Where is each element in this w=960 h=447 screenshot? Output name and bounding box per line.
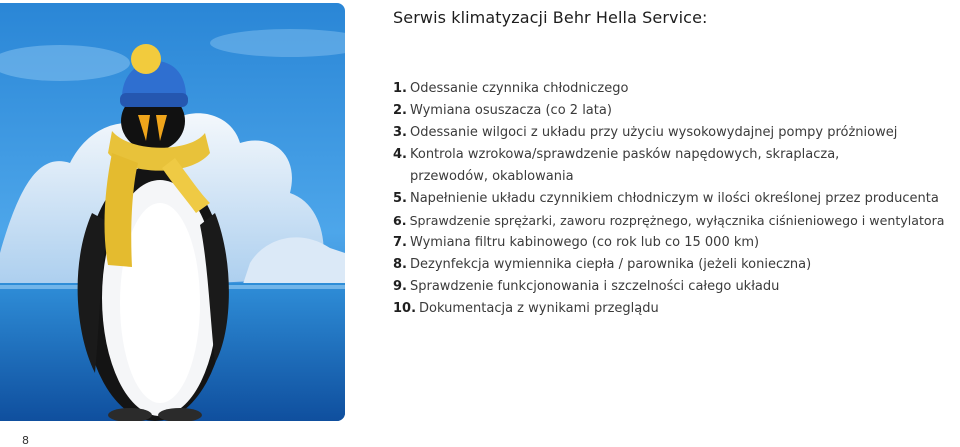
list-item — [393, 210, 960, 232]
list-item — [393, 298, 960, 320]
step-number: 5. — [393, 191, 407, 206]
step-text: Odessanie wilgoci z układu przy użyciu wysokowydajnej pompy próżniowej — [409, 125, 898, 140]
step-number: 2. — [393, 103, 407, 118]
step-text: Wymiana osuszacza (co 2 lata) — [409, 103, 612, 118]
step-number: 9. — [393, 279, 407, 294]
step-text: Odessanie czynnika chłodniczego — [409, 81, 629, 96]
list-item — [393, 144, 913, 188]
step-text: Sprawdzenie funkcjonowania i szczelności całego układu — [409, 279, 780, 294]
step-text: Kontrola wzrokowa/sprawdzenie pasków napędowych, skraplacza, przewodów, okablowania — [409, 147, 840, 184]
page-number: 8 — [22, 434, 29, 447]
step-text: Wymiana filtru kabinowego (co rok lub co 15 000 km) — [409, 235, 760, 250]
list-item — [393, 232, 960, 254]
list-item — [393, 78, 960, 100]
step-number: 8. — [393, 257, 407, 272]
step-number: 1. — [393, 81, 407, 96]
step-text: Napełnienie układu czynnikiem chłodniczym w ilości określonej przez producenta — [409, 191, 939, 206]
list-item — [393, 188, 960, 210]
step-text: Dezynfekcja wymiennika ciepła / parownika (jeżeli konieczna) — [409, 257, 812, 272]
step-number: 6. — [393, 213, 407, 228]
service-steps-list — [393, 78, 960, 320]
list-item — [393, 254, 960, 276]
step-number: 10. — [393, 301, 417, 316]
step-number: 7. — [393, 235, 407, 250]
step-text: Dokumentacja z wynikami przeglądu — [419, 301, 659, 316]
step-text: Sprawdzenie sprężarki, zaworu rozprężnego, wyłącznika ciśnieniowego i wentylatora — [409, 213, 945, 228]
page-title: Serwis klimatyzacji Behr Hella Service: — [393, 8, 708, 27]
step-number: 3. — [393, 125, 407, 140]
step-number: 4. — [393, 147, 407, 162]
list-item — [393, 276, 960, 298]
penguin-illustration — [0, 3, 345, 421]
list-item — [393, 122, 960, 144]
list-item — [393, 100, 960, 122]
